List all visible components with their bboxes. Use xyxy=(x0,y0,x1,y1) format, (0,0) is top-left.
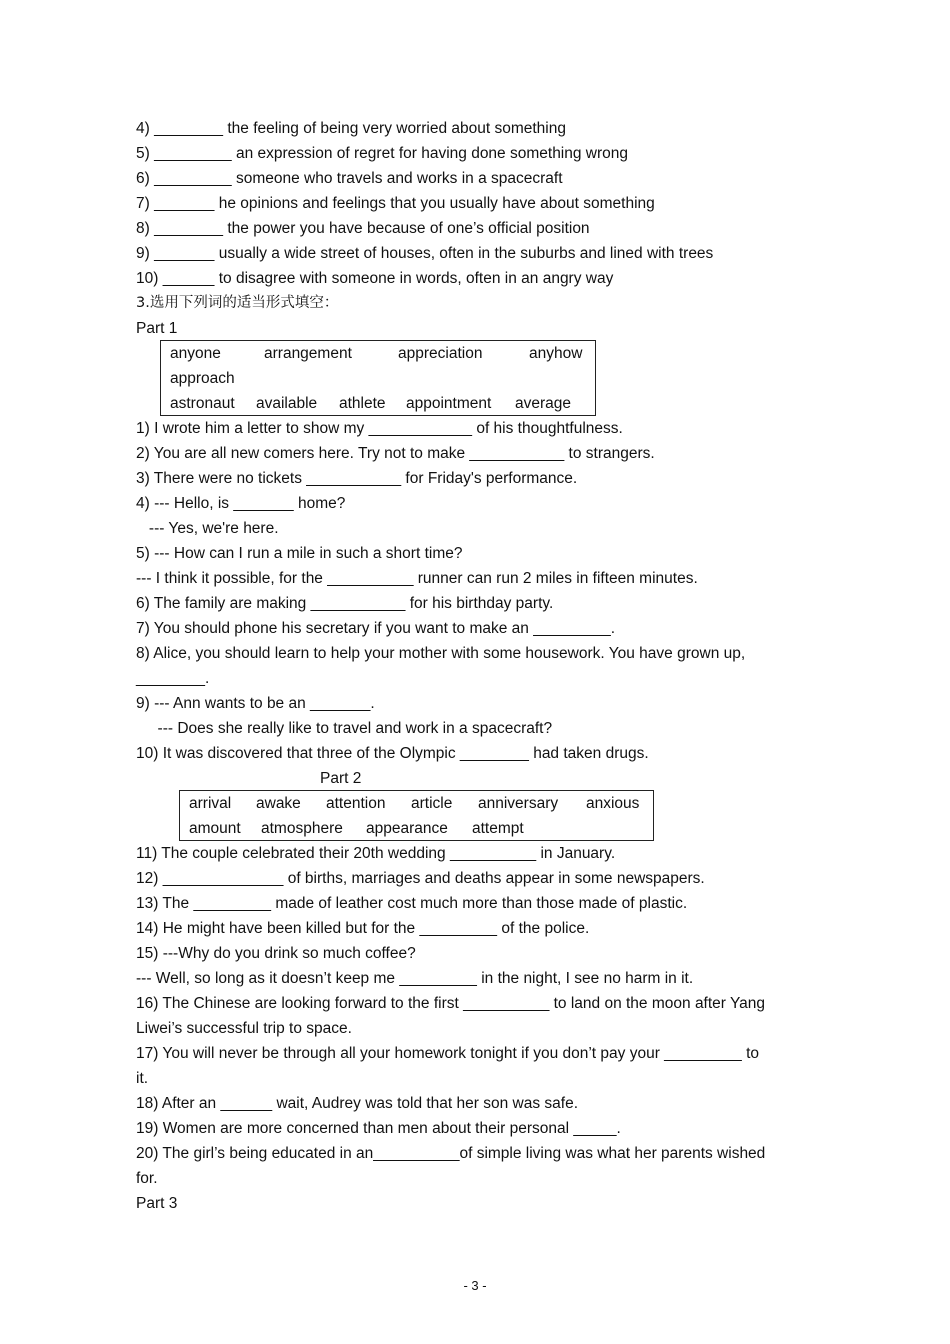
word-option: astronaut xyxy=(170,395,235,412)
part2-word-box xyxy=(179,790,654,841)
definition-item: 8) ________ the power you have because of one’s official position xyxy=(136,220,590,237)
word-option: anxious xyxy=(586,795,640,812)
word-option: anniversary xyxy=(478,795,559,812)
word-option: anyhow xyxy=(529,345,583,362)
word-option: arrival xyxy=(189,795,232,812)
exercise-item: for. xyxy=(136,1170,158,1187)
word-option: attention xyxy=(326,795,386,812)
exercise-item: --- Yes, we're here. xyxy=(136,520,279,537)
page-number: - 3 - xyxy=(463,1278,487,1293)
exercise-item: --- Does she really like to travel and work in a spacecraft? xyxy=(136,720,553,737)
exercise-item: 4) --- Hello, is _______ home? xyxy=(136,495,346,512)
part1-label: Part 1 xyxy=(136,320,178,337)
exercise-item: 7) You should phone his secretary if you want to make an _________. xyxy=(136,620,616,637)
exercise-item: 9) --- Ann wants to be an _______. xyxy=(136,695,375,712)
word-option: atmosphere xyxy=(261,820,343,837)
word-option: approach xyxy=(170,370,235,387)
exercise-item: 19) Women are more concerned than men about their personal _____. xyxy=(136,1120,621,1137)
exercise-item: 20) The girl’s being educated in an__________of simple living was what her parents wished xyxy=(136,1145,766,1162)
word-option: available xyxy=(256,395,318,412)
exercise-item: ________. xyxy=(136,670,210,687)
exercise-item: it. xyxy=(136,1070,149,1087)
exercise-item: 6) The family are making ___________ for his birthday party. xyxy=(136,595,554,612)
definition-item: 10) ______ to disagree with someone in words, often in an angry way xyxy=(136,270,614,287)
word-option: amount xyxy=(189,820,241,837)
word-option: appointment xyxy=(406,395,492,412)
exercise-item: 10) It was discovered that three of the Olympic ________ had taken drugs. xyxy=(136,745,649,762)
definition-item: 9) _______ usually a wide street of houses, often in the suburbs and lined with trees xyxy=(136,245,714,262)
word-option: athlete xyxy=(339,395,386,412)
exercise-item: 2) You are all new comers here. Try not to make ___________ to strangers. xyxy=(136,445,655,462)
exercise-item: 18) After an ______ wait, Audrey was told that her son was safe. xyxy=(136,1095,579,1112)
part3-label: Part 3 xyxy=(136,1195,178,1212)
word-option: appearance xyxy=(366,820,448,837)
exercise-item: Liwei’s successful trip to space. xyxy=(136,1020,352,1037)
word-option: awake xyxy=(256,795,301,812)
exercise-item: 14) He might have been killed but for the _________ of the police. xyxy=(136,920,590,937)
exercise-item: 1) I wrote him a letter to show my ____________ of his thoughtfulness. xyxy=(136,420,623,437)
exercise-item: 11) The couple celebrated their 20th wedding __________ in January. xyxy=(136,845,616,862)
definition-item: 5) _________ an expression of regret for having done something wrong xyxy=(136,145,629,162)
definition-item: 7) _______ he opinions and feelings that you usually have about something xyxy=(136,195,655,212)
exercise-item: 12) ______________ of births, marriages and deaths appear in some newspapers. xyxy=(136,870,705,887)
section-title: 3.选用下列词的适当形式填空： xyxy=(136,295,339,311)
word-option: anyone xyxy=(170,345,221,362)
word-option: arrangement xyxy=(264,345,352,362)
definition-item: 4) ________ the feeling of being very worried about something xyxy=(136,120,566,137)
exercise-item: 13) The _________ made of leather cost much more than those made of plastic. xyxy=(136,895,688,912)
exercise-item: 16) The Chinese are looking forward to the first __________ to land on the moon after Yang xyxy=(136,995,766,1012)
word-option: appreciation xyxy=(398,345,483,362)
exercise-item: --- I think it possible, for the __________ runner can run 2 miles in fifteen minutes. xyxy=(136,570,698,587)
exercise-item: 3) There were no tickets ___________ for Friday's performance. xyxy=(136,470,578,487)
definition-item: 6) _________ someone who travels and works in a spacecraft xyxy=(136,170,563,187)
word-option: article xyxy=(411,795,453,812)
exercise-item: 5) --- How can I run a mile in such a short time? xyxy=(136,545,463,562)
exercise-item: 15) ---Why do you drink so much coffee? xyxy=(136,945,416,962)
exercise-item: --- Well, so long as it doesn’t keep me _________ in the night, I see no harm in it. xyxy=(136,970,694,987)
part2-label: Part 2 xyxy=(320,770,362,787)
part1-word-box xyxy=(160,340,596,416)
exercise-item: 17) You will never be through all your homework tonight if you don’t pay your _________ to xyxy=(136,1045,759,1062)
word-option: average xyxy=(515,395,572,412)
word-option: attempt xyxy=(472,820,524,837)
exercise-item: 8) Alice, you should learn to help your mother with some housework. You have grown up, xyxy=(136,645,746,662)
